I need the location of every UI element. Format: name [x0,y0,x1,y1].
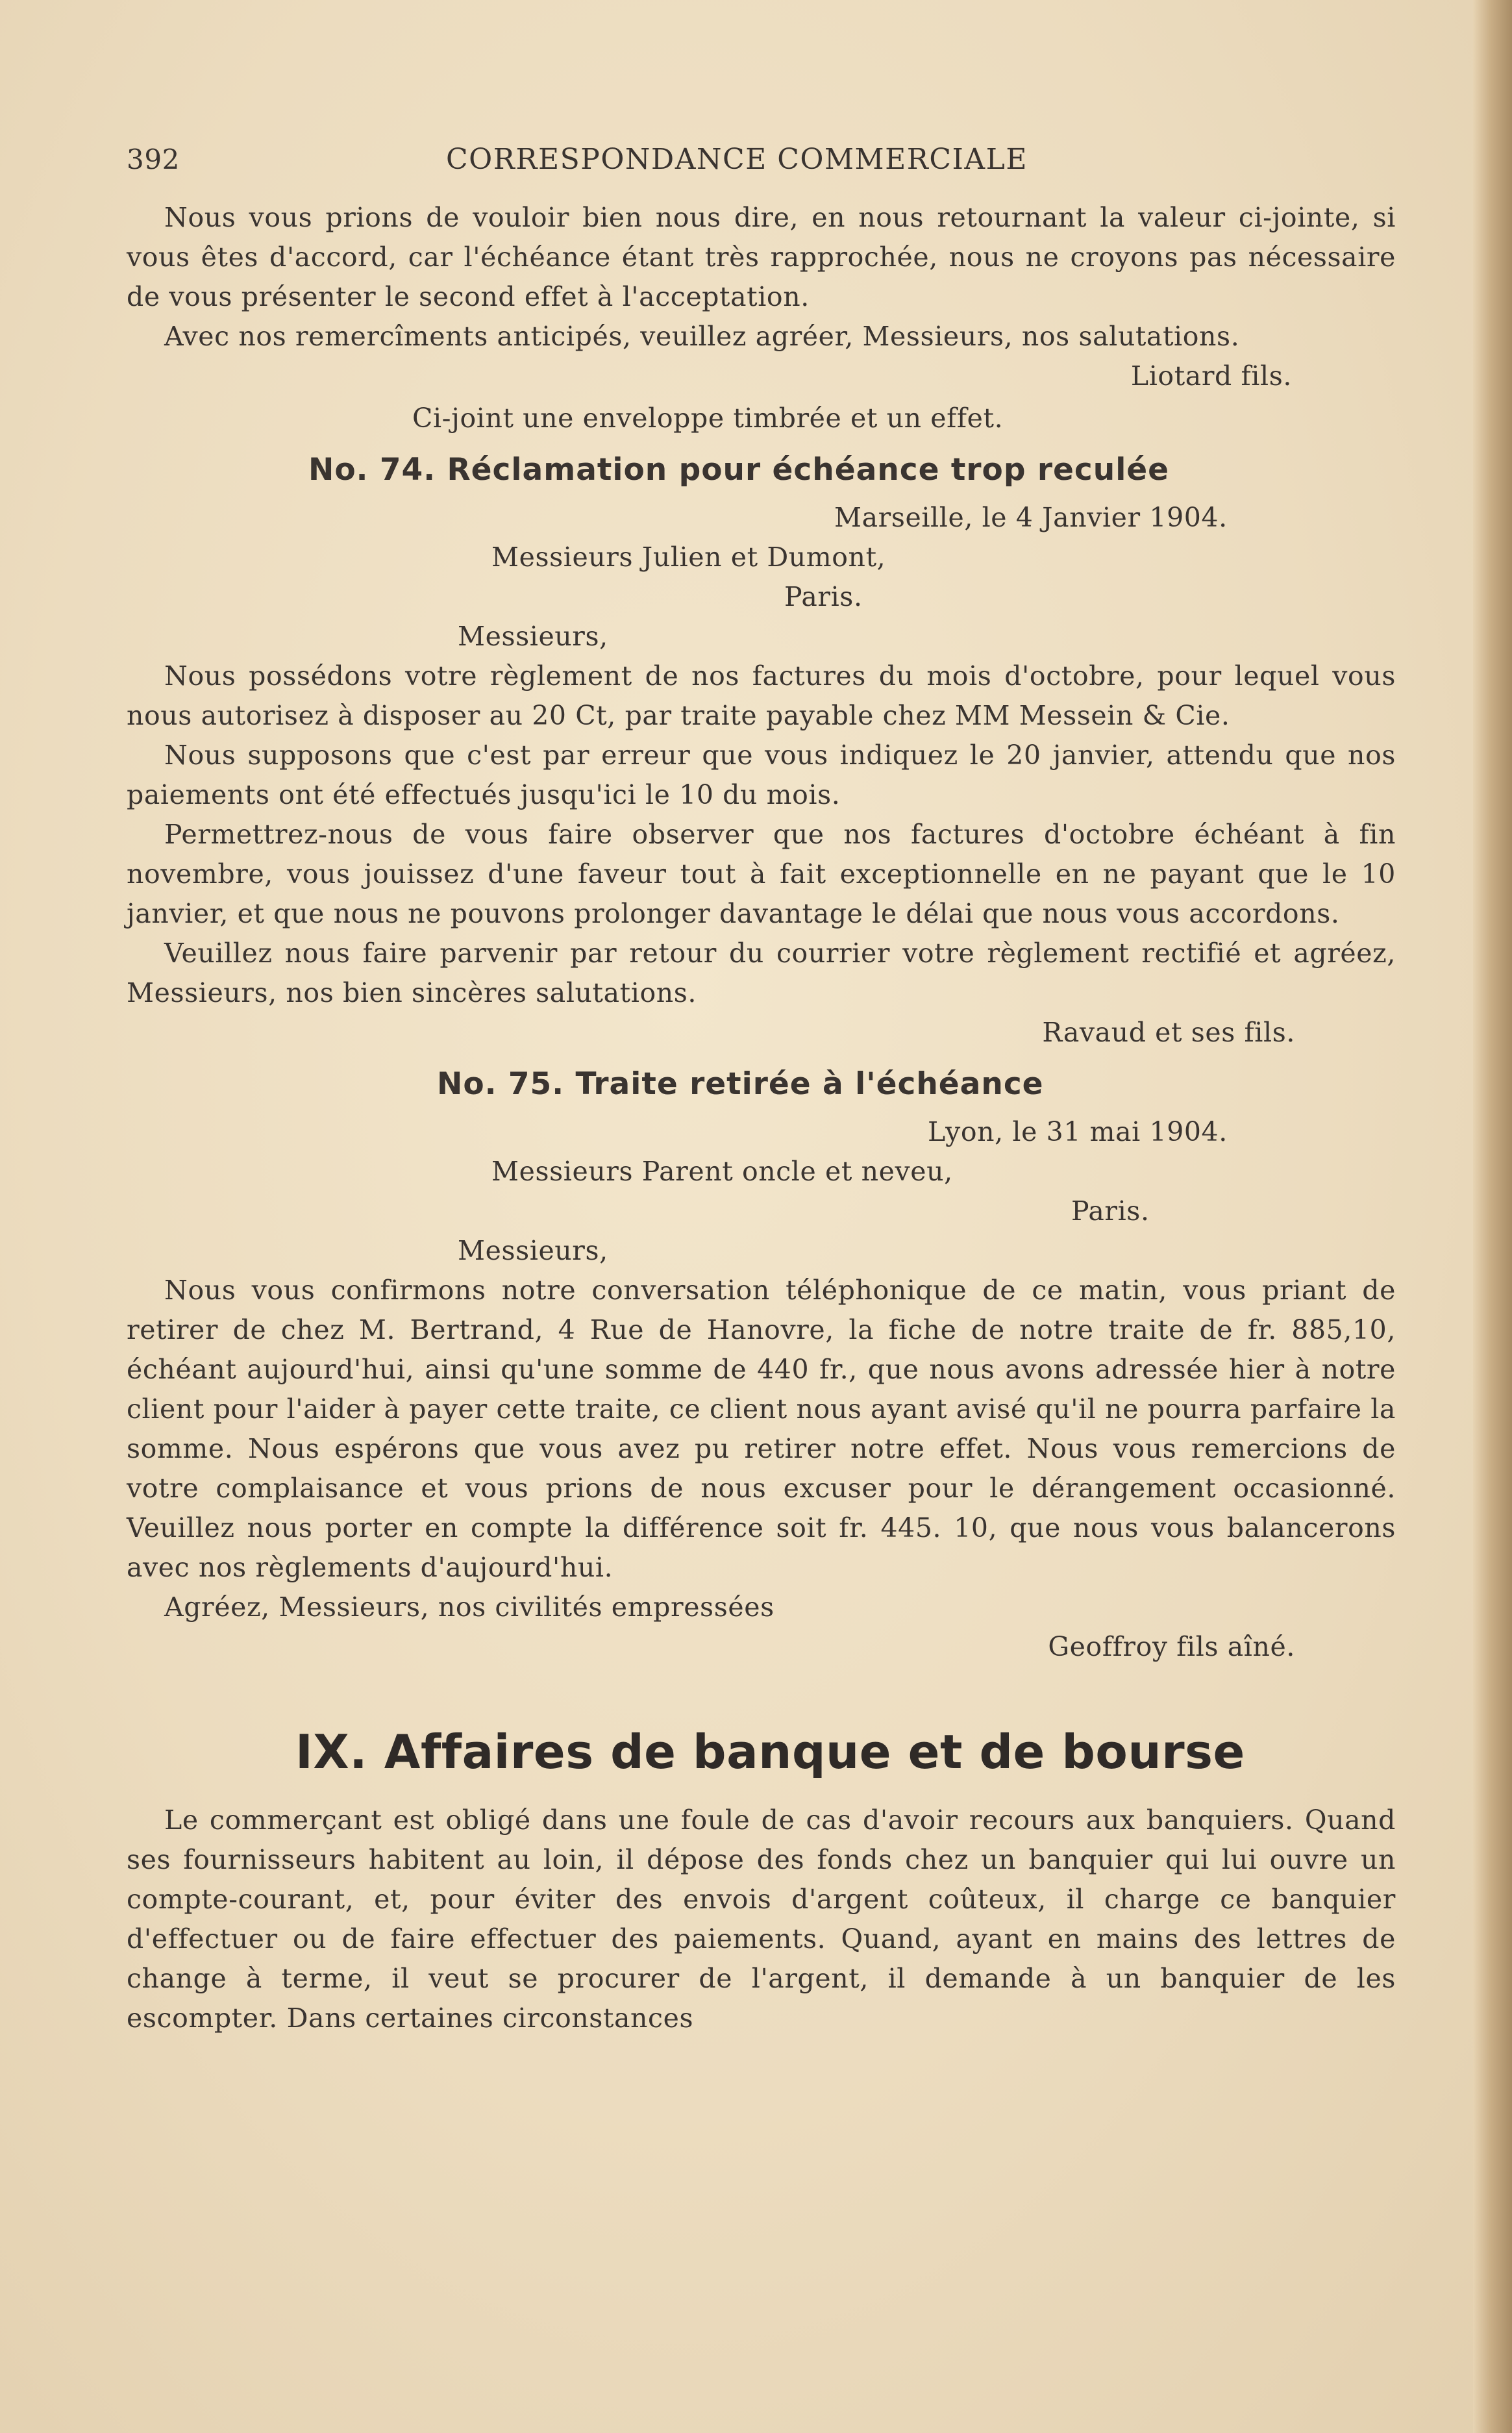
letter-74-city: Paris. [784,581,863,612]
letter-75-salutation: Messieurs, [458,1235,608,1266]
running-title: CORRESPONDANCE COMMERCIALE [446,143,1028,176]
letter-75-addressee: Messieurs Parent oncle et neveu, [491,1156,953,1187]
intro-paragraph-1: Nous vous prions de vouloir bien nous dire, en nous retournant la valeur ci-jointe, si vous êtes d'accord, car l'échéance étant très rapprochée, nous ne croyons pas nécessaire de vous présenter le second effet à l'acceptation. [127,202,1396,312]
page-edge [1473,0,1512,2433]
letter-75-paragraph-2: Agréez, Messieurs, nos civilités empressées [164,1591,775,1623]
letter-74-paragraph-4: Veuillez nous faire parvenir par retour du courrier votre règlement rectifié et agréez, Messieurs, nos bien sincères salutations. [127,938,1396,1008]
letter-75-place-date: Lyon, le 31 mai 1904. [928,1116,1228,1147]
letter-75-city: Paris. [1071,1195,1150,1227]
page-number: 392 [127,143,180,175]
letter-74-salutation: Messieurs, [458,621,608,652]
letter-75-signature: Geoffroy fils aîné. [1048,1631,1295,1662]
letter-74-place-date: Marseille, le 4 Janvier 1904. [834,502,1228,533]
intro-paragraph-2: Avec nos remercîments anticipés, veuillez agréer, Messieurs, nos salutations. [164,321,1240,352]
section-ix-heading: IX. Affaires de banque et de bourse [295,1725,1245,1779]
letter-74-paragraph-3: Permettrez-nous de vous faire observer que nos factures d'octobre échéant à fin novembre, vous jouissez d'une faveur tout à fait exceptionnelle en ne payant que le 10 janvier, et que nous ne pouvons prolonger davantage le délai que nous vous accordons. [127,819,1396,929]
letter-74-paragraph-2: Nous supposons que c'est par erreur que vous indiquez le 20 janvier, attendu que nos paiements ont été effectués jusqu'ici le 10 du mois. [127,740,1396,810]
page-header [127,133,1396,198]
page-content [127,133,1396,2038]
intro-signature: Liotard fils. [1130,360,1292,392]
letter-75-paragraph-1: Nous vous confirmons notre conversation téléphonique de ce matin, vous priant de retirer de chez M. Bertrand, 4 Rue de Hanovre, la fiche de notre traite de fr. 885,10, échéant aujourd'hui, ainsi qu'une somme de 440 fr., que nous avons adressée hier à notre client pour l'aider à payer cette traite, ce client nous ayant avisé qu'il ne pourra parfaire la somme. Nous espérons que vous avez pu retirer notre effet. Nous vous remercions de votre complaisance et vous prions de nous excuser pour le dérangement occasionné. Veuillez nous porter en compte la différence soit fr. 445. 10, que nous vous balancerons avec nos règlements d'aujourd'hui. [127,1275,1396,1583]
letter-74-paragraph-1: Nous possédons votre règlement de nos factures du mois d'octobre, pour lequel vous nous autorisez à disposer au 20 Ct, par traite payable chez MM Messein & Cie. [127,660,1396,731]
letter-74-heading: No. 74. Réclamation pour échéance trop reculée [308,452,1170,488]
section-ix-paragraph: Le commerçant est obligé dans une foule de cas d'avoir recours aux banquiers. Quand ses fournisseurs habitent au loin, il dépose des fonds chez un banquier qui lui ouvre un compte-courant, et, pour éviter des envois d'argent coûteux, il charge ce banquier d'effectuer ou de faire effectuer des paiements. Quand, ayant en mains des lettres de change à terme, il veut se procurer de l'argent, il demande à un banquier de les escompter. Dans certaines circonstances [127,1804,1396,2034]
intro-enclosure: Ci-joint une enveloppe timbrée et un effet. [412,403,1004,434]
letter-75-heading: No. 75. Traite retirée à l'échéance [437,1066,1044,1102]
letter-74-signature: Ravaud et ses fils. [1042,1017,1295,1048]
letter-74-addressee: Messieurs Julien et Dumont, [491,542,886,573]
